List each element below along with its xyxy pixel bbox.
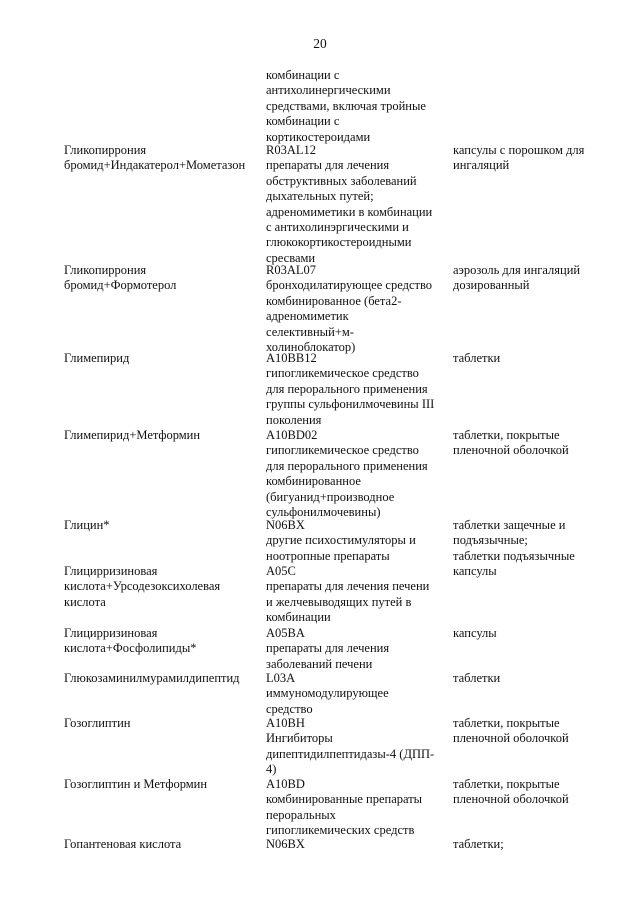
drug-name: Глицин* [64, 518, 110, 532]
atc-description: A10BB12 гипогликемическое средство для перорального применения группы сульфонилмочевины III поколения [266, 351, 446, 428]
atc-code: A10BD [266, 777, 305, 791]
dosage-form: таблетки; [453, 837, 504, 851]
page-number: 20 [313, 36, 327, 51]
drug-name: Гликопиррония бромид+Формотерол [64, 263, 177, 293]
atc-description: A10BD комбинированные препараты пероральных гипогликемических средств [266, 777, 446, 839]
atc-code: A10BD02 [266, 428, 318, 442]
atc-description: R03AL12 препараты для лечения обструктивных заболеваний дыхательных путей; адреномиметики в комбинации с антихолинэргическими и глюкокортикостероидными сресвами [266, 143, 446, 266]
atc-code: R03AL07 [266, 263, 316, 277]
table-row [0, 837, 640, 857]
table-row [0, 68, 640, 143]
atc-description: A05BA препараты для лечения заболеваний печени [266, 626, 446, 672]
atc-description [266, 68, 446, 145]
table-row [0, 518, 640, 564]
description-line: средствами, включая тройные [266, 98, 426, 113]
table-row [0, 428, 640, 518]
atc-code: L03A [266, 671, 296, 685]
dosage-form: капсулы [453, 564, 497, 578]
atc-code: A05C [266, 564, 296, 578]
table-row [0, 716, 640, 777]
dosage-form: таблетки защечные и подъязычные; таблетки подъязычные [453, 518, 575, 563]
dosage-form: таблетки, покрытые пленочной оболочкой [453, 428, 569, 458]
table-row [0, 143, 640, 263]
drug-name: Глицирризиновая кислота+Фосфолипиды* [64, 626, 197, 656]
atc-code: A10BH [266, 716, 305, 730]
table-row [0, 777, 640, 837]
drug-name: Гозоглиптин и Метформин [64, 777, 208, 791]
dosage-form: таблетки, покрытые пленочной оболочкой [453, 777, 569, 807]
drug-name: Гликопиррония бромид+Индакатерол+Мометазон [64, 143, 246, 173]
description-line: комбинации с [266, 114, 340, 129]
atc-code: N06BX [266, 837, 305, 851]
description-line: кортикостероидами [266, 129, 371, 144]
atc-code: A10BB12 [266, 351, 317, 365]
table-row [0, 263, 640, 355]
drug-name: Гозоглиптин [64, 716, 131, 730]
atc-description: A10BD02 гипогликемическое средство для перорального применения комбинированное (бигуанид+производное сульфонилмочевины) [266, 428, 446, 520]
atc-description [266, 837, 446, 852]
description-line: комбинации с [266, 68, 340, 82]
atc-description: L03A иммуномодулирующее средство [266, 671, 446, 717]
dosage-form: аэрозоль для ингаляций дозированный [453, 263, 581, 293]
atc-description: A05C препараты для лечения печени и желчевыводящих путей в комбинации [266, 564, 446, 626]
drug-table [0, 68, 640, 857]
atc-description: A10BH Ингибиторы дипептидилпептидазы-4 (ДПП- 4) [266, 716, 446, 778]
drug-name: Глимепирид [64, 351, 130, 365]
table-row [0, 671, 640, 716]
drug-name: Глюкозаминилмурамилдипептид [64, 671, 240, 685]
description-line: антихолинергическими [266, 83, 391, 98]
dosage-form: таблетки [453, 351, 501, 365]
table-row [0, 626, 640, 671]
drug-name: Гопантеновая кислота [64, 837, 182, 851]
table-row [0, 564, 640, 626]
dosage-form: таблетки, покрытые пленочной оболочкой [453, 716, 569, 746]
drug-name: Глимепирид+Метформин [64, 428, 201, 442]
dosage-form: таблетки [453, 671, 501, 685]
dosage-form: капсулы с порошком для ингаляций [453, 143, 585, 173]
atc-description: N06BX другие психостимуляторы и ноотропные препараты [266, 518, 446, 564]
atc-code: A05BA [266, 626, 305, 640]
dosage-form: капсулы [453, 626, 497, 640]
atc-code: R03AL12 [266, 143, 316, 157]
drug-name: Глицирризиновая кислота+Урсодезоксихолевая кислота [64, 564, 221, 609]
atc-code: N06BX [266, 518, 305, 532]
table-row [0, 351, 640, 428]
atc-description: R03AL07 бронходилатирующее средство комбинированное (бета2- адреномиметик селективный+м- холиноблокатор) [266, 263, 446, 355]
